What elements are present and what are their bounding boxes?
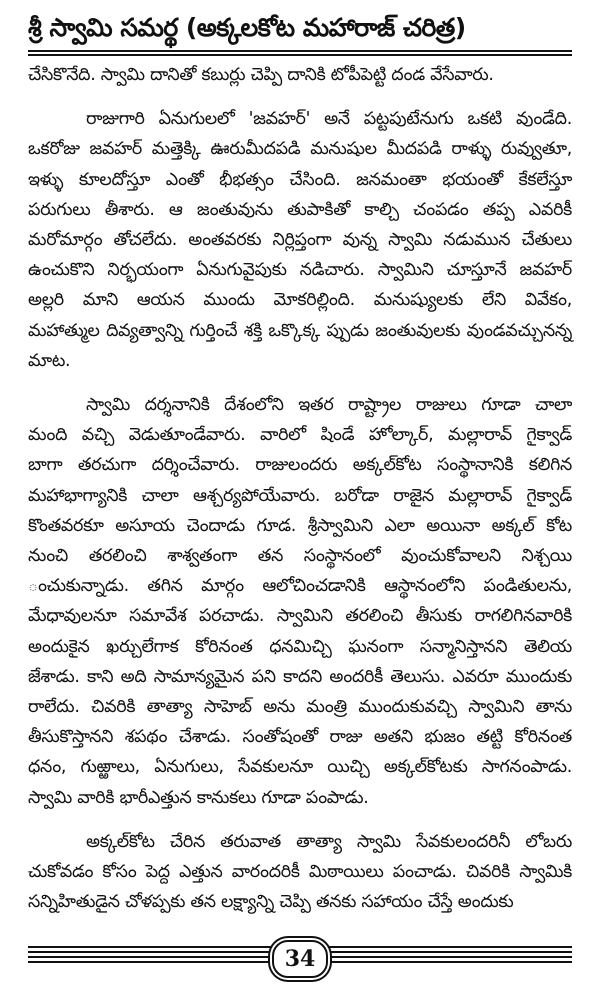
page-number: 34 — [272, 940, 328, 978]
header-title: శ్రీ స్వామి సమర్థ (అక్కలకోట మహారాజ్ చరిత్ర) — [28, 13, 466, 42]
text-line: రాజుగారి ఏనుగులలో 'జవహర్' అనే పట్టపుటేనుగు ఒకటి వుండేది. — [86, 109, 572, 130]
page-footer — [28, 940, 572, 980]
header-rule — [28, 50, 572, 58]
text-line: తీసుకొస్తానని శపథం చేశాడు. సంతోషంతో రాజు అతని భుజం తట్టి కోరినంత — [28, 727, 572, 748]
text-line: ంచుకున్నాడు. తగిన మార్గం ఆలోచించడానికి ఆస్థానంలోని పండితులను, — [28, 576, 572, 597]
text-line: రాలేదు. చివరికి తాత్యా సాహెబ్ అను మంత్రి ముందుకువచ్చి స్వామిని తాను — [28, 697, 572, 718]
text-line: అల్లరి మాని ఆయన ముందు మోకరిల్లింది. మనుష్యులకు లేని వివేకం, — [28, 290, 572, 311]
text-line: మాట. — [28, 350, 71, 371]
text-line: కొంతవరకూ అసూయ చెందాడు గూడ. శ్రీస్వామిని ఎలా అయినా అక్కల్ కోట — [28, 515, 572, 536]
text-line: మహాభాగ్యానికి చాలా ఆశ్చర్యపోయేవారు. బరోడా రాజైన మల్లారావ్ గైక్వాడ్ — [28, 485, 572, 506]
paragraph — [28, 104, 572, 376]
text-line: అక్కల్‌కోట చేరిన తరువాత తాత్యా స్వామి సేవకులందరినీ లోబరు — [86, 831, 572, 852]
text-line: సన్నిహితుడైన చోళప్పకు తన లక్ష్యాన్ని చెప్పి తనకు సహాయం చేస్తే అందుకు — [28, 892, 514, 913]
text-line: స్వామి వారికి భారీఎత్తున కానుకలు గూడా పంపాడు. — [28, 787, 369, 808]
paragraph — [28, 827, 572, 918]
running-header — [28, 10, 572, 54]
text-line: మహాత్ముల దివ్యత్వాన్ని గుర్తించే శక్తి ఒక్కొక్క ప్పుడు జంతువులకు వుండవచ్చునన్న — [28, 320, 572, 341]
text-line: బాగా తరచుగా దర్శించేవారు. రాజులందరు అక్కల్‌కోట సంస్థానానికి కలిగిన — [28, 455, 572, 476]
text-line: ఉంచుకొని నిర్భయంగా ఏనుగువైపుకు నడిచారు. స్వామిని చూస్తూనే జవహర్ — [28, 260, 572, 281]
text-line: అందుకైన ఖర్చులేగాక కోరినంత ధనమిచ్చి ఘనంగా సన్మానిస్తానని తెలియ — [28, 636, 572, 657]
text-line: జేశాడు. కాని అది సామాన్యమైన పని కాదని అందరికీ తెలుసు. ఎవరూ ముందుకు — [28, 666, 572, 687]
text-line: ఒకరోజు జవహర్ మత్తెక్కి ఊరుమీదపడి మనుషుల మీదపడి రాళ్ళు రువ్వుతూ, — [28, 139, 572, 160]
text-line: ఇళ్ళు కూలదోస్తూ ఎంతో భీభత్సం చేసింది. జనమంతా భయంతో కేకలేస్తూ — [28, 169, 572, 190]
text-line: నుంచి తరలించి శాశ్వతంగా తన సంస్థానంలో వుంచుకోవాలని నిశ్చయి — [28, 546, 572, 567]
text-line: మరోమార్గం తోచలేదు. అంతవరకు నిర్లిప్తంగా వున్న స్వామి నడుమున చేతులు — [28, 230, 572, 251]
text-line: మంది వచ్చి వెడుతూండేవారు. వారిలో షిండే హోల్కార్, మల్లారావ్ గైక్వాడ్ — [28, 425, 572, 446]
paragraph — [28, 60, 572, 90]
text-line: స్వామి దర్శనానికి దేశంలోని ఇతర రాష్ట్రాల రాజులు గూడా చాలా — [86, 395, 572, 416]
paragraph — [28, 390, 572, 813]
text-line: ధనం, గుఱ్ఱాలు, ఏనుగులు, సేవకులనూ యిచ్చి అక్కల్‌కోటకు సాగనంపాడు. — [28, 757, 572, 778]
text-line: పరుగులు తీశారు. ఆ జంతువును తుపాకితో కాల్చి చంపడం తప్ప ఎవరికీ — [28, 199, 572, 220]
text-line: చేసికొనేది. స్వామి దానితో కబుర్లు చెప్పి దానికి టోపీపెట్టి దండ వేసేవారు. — [28, 65, 494, 85]
page-body — [28, 60, 572, 931]
text-line: మేధావులనూ సమావేశ పరచాడు. స్వామిని తరలించి తీసుకు రాగలిగినవారికి — [28, 606, 572, 627]
text-line: చుకోవడం కోసం పెద్ద ఎత్తున వారందరికీ మిఠాయిలు పంచాడు. చివరికి స్వామికి — [28, 862, 572, 883]
